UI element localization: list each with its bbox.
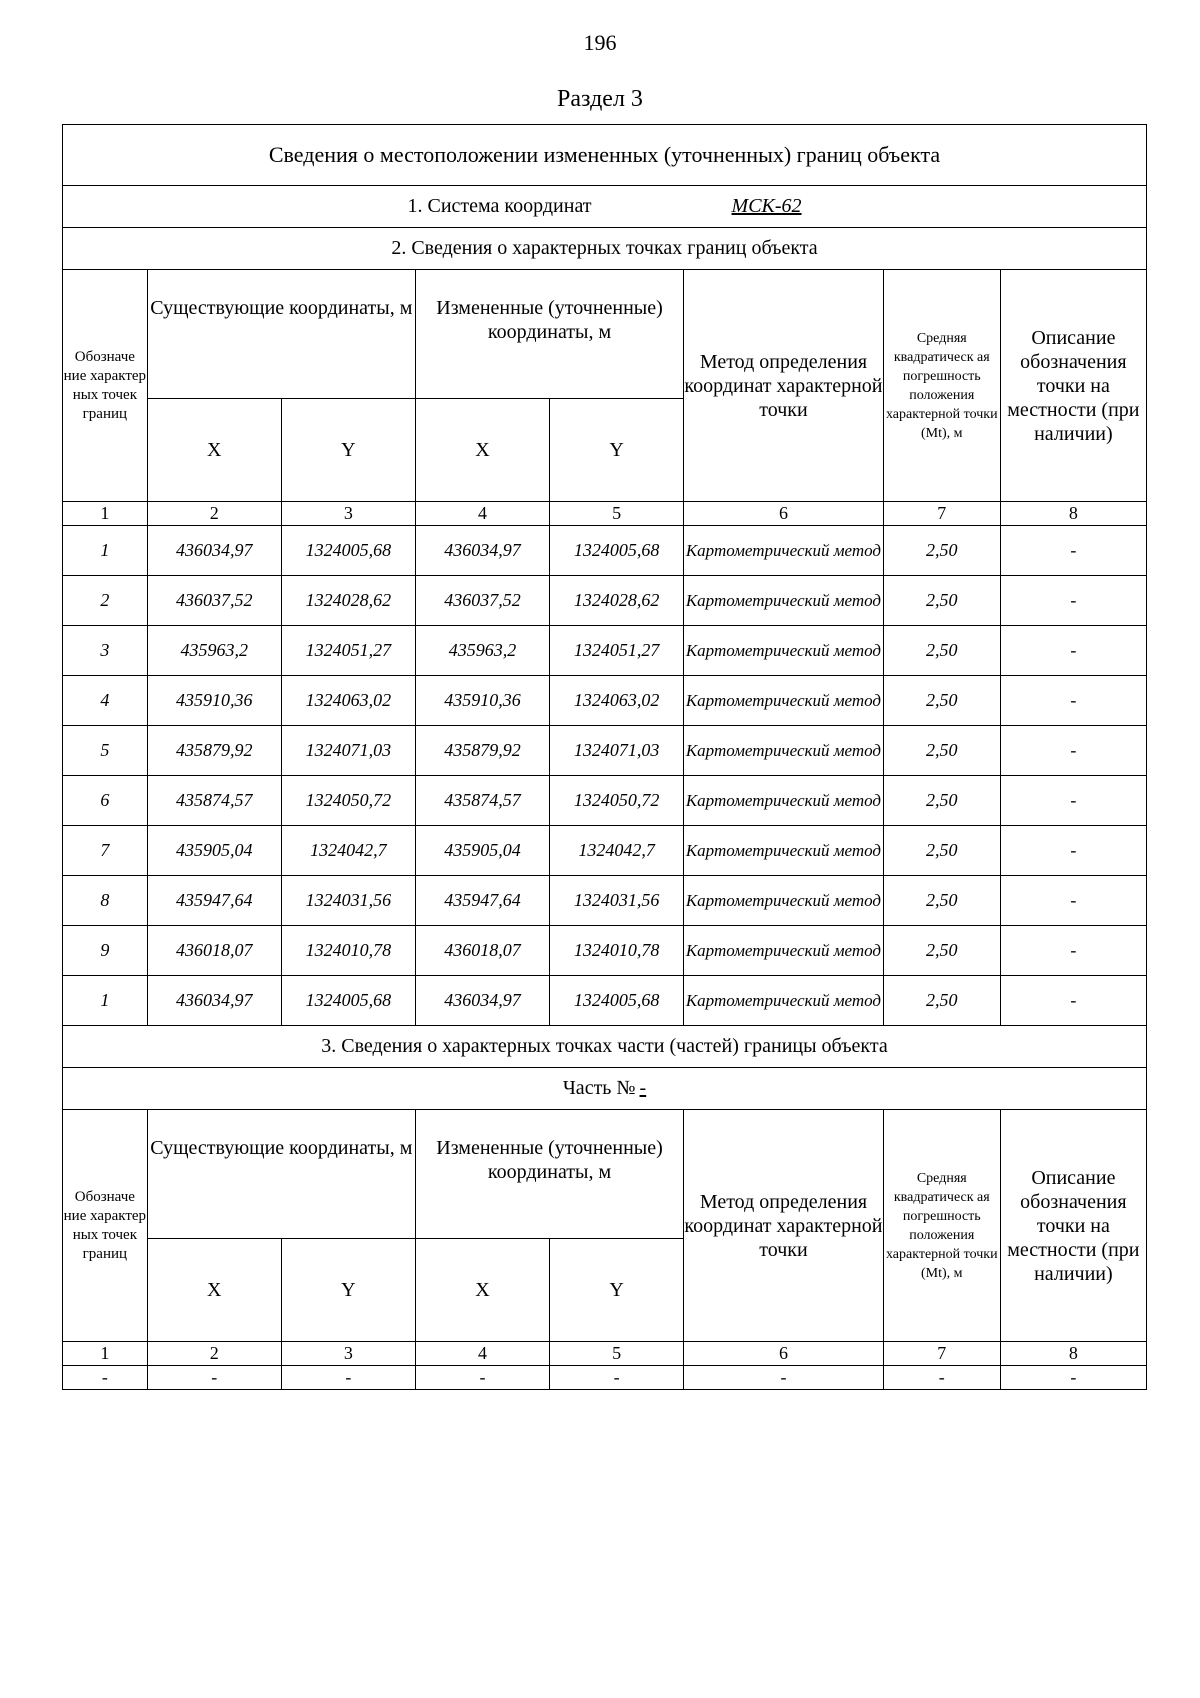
existing-y-cell: 1324063,02	[281, 676, 415, 726]
point-cell: 8	[63, 876, 148, 926]
method-cell: Картометрический метод	[684, 726, 884, 776]
accuracy-cell: 2,50	[883, 876, 1000, 926]
description-header: Описание обозначения точки на местности (при наличии)	[1000, 1110, 1146, 1342]
existing-x-cell: 436018,07	[147, 926, 281, 976]
existing-y-cell: 1324028,62	[281, 576, 415, 626]
changed-x-cell: 435879,92	[415, 726, 549, 776]
method-cell: Картометрический метод	[684, 576, 884, 626]
column-number: 7	[883, 502, 1000, 526]
column-number: 6	[684, 502, 884, 526]
existing-y-cell: 1324071,03	[281, 726, 415, 776]
existing-y-header: Y	[281, 1239, 415, 1342]
accuracy-cell: 2,50	[883, 926, 1000, 976]
table-row	[63, 726, 1147, 776]
column-number: 6	[684, 1342, 884, 1366]
accuracy-cell: 2,50	[883, 626, 1000, 676]
existing-x-cell: 435963,2	[147, 626, 281, 676]
description-cell: -	[1000, 976, 1146, 1026]
accuracy-cell: 2,50	[883, 726, 1000, 776]
changed-x-cell: 435947,64	[415, 876, 549, 926]
column-number: 5	[550, 1342, 684, 1366]
changed-y-cell: 1324042,7	[550, 826, 684, 876]
existing-y-cell: 1324031,56	[281, 876, 415, 926]
table-row	[63, 776, 1147, 826]
existing-y-cell: 1324005,68	[281, 526, 415, 576]
method-header: Метод определения координат характерной точки	[684, 270, 884, 502]
column-number: 5	[550, 502, 684, 526]
changed-x-cell: 436034,97	[415, 976, 549, 1026]
accuracy-header: Средняя квадратическ ая погрешность положения характерной точки (Mt), м	[883, 270, 1000, 502]
designation-header: Обозначе ние характер ных точек границ	[63, 1110, 148, 1342]
changed-y-header: Y	[550, 399, 684, 502]
description-cell: -	[1000, 876, 1146, 926]
accuracy-cell: 2,50	[883, 526, 1000, 576]
points-section-row	[63, 228, 1147, 270]
existing-y-cell: 1324051,27	[281, 626, 415, 676]
coordinate-system-value: МСК-62	[731, 195, 802, 217]
changed-x-cell: 436034,97	[415, 526, 549, 576]
accuracy-cell: 2,50	[883, 976, 1000, 1026]
description-cell: -	[1000, 1366, 1146, 1390]
existing-x-cell: 435879,92	[147, 726, 281, 776]
description-cell: -	[1000, 626, 1146, 676]
column-number: 8	[1000, 502, 1146, 526]
description-cell: -	[1000, 576, 1146, 626]
point-cell: -	[63, 1366, 148, 1390]
section-title: Раздел 3	[557, 86, 643, 112]
description-cell: -	[1000, 676, 1146, 726]
table-row	[63, 576, 1147, 626]
table-body	[63, 125, 1147, 1390]
point-cell: 6	[63, 776, 148, 826]
existing-coords-header: Существующие координаты, м	[147, 270, 415, 399]
point-cell: 2	[63, 576, 148, 626]
existing-x-cell: 435947,64	[147, 876, 281, 926]
changed-y-cell: 1324063,02	[550, 676, 684, 726]
method-cell: Картометрический метод	[684, 776, 884, 826]
coordinate-system-row	[63, 186, 1147, 228]
changed-y-cell: -	[550, 1366, 684, 1390]
method-cell: Картометрический метод	[684, 876, 884, 926]
existing-x-cell: 435910,36	[147, 676, 281, 726]
page-number: 196	[583, 30, 617, 55]
changed-coords-header: Измененные (уточненные) координаты, м	[415, 270, 683, 399]
table-row	[63, 676, 1147, 726]
description-cell: -	[1000, 726, 1146, 776]
existing-y-cell: 1324042,7	[281, 826, 415, 876]
changed-y-cell: 1324005,68	[550, 526, 684, 576]
changed-x-cell: 435905,04	[415, 826, 549, 876]
point-cell: 7	[63, 826, 148, 876]
method-cell: Картометрический метод	[684, 526, 884, 576]
accuracy-cell: 2,50	[883, 676, 1000, 726]
existing-x-cell: 436034,97	[147, 526, 281, 576]
existing-y-header: Y	[281, 399, 415, 502]
changed-x-cell: 435874,57	[415, 776, 549, 826]
changed-x-cell: 436037,52	[415, 576, 549, 626]
designation-header: Обозначе ние характер ных точек границ	[63, 270, 148, 502]
changed-x-cell: -	[415, 1366, 549, 1390]
accuracy-header: Средняя квадратическ ая погрешность положения характерной точки (Mt), м	[883, 1110, 1000, 1342]
existing-y-cell: 1324010,78	[281, 926, 415, 976]
description-cell: -	[1000, 926, 1146, 976]
point-cell: 1	[63, 976, 148, 1026]
part-table-row	[63, 1366, 1147, 1390]
existing-x-header: X	[147, 399, 281, 502]
table-row	[63, 926, 1147, 976]
table-row	[63, 826, 1147, 876]
column-number-row	[63, 502, 1147, 526]
changed-x-cell: 436018,07	[415, 926, 549, 976]
method-header: Метод определения координат характерной точки	[684, 1110, 884, 1342]
existing-x-cell: 436037,52	[147, 576, 281, 626]
changed-x-header: X	[415, 399, 549, 502]
accuracy-cell: 2,50	[883, 826, 1000, 876]
header-row-top	[63, 270, 1147, 399]
changed-x-cell: 435910,36	[415, 676, 549, 726]
method-cell: -	[684, 1366, 884, 1390]
table-row	[63, 526, 1147, 576]
existing-coords-header: Существующие координаты, м	[147, 1110, 415, 1239]
method-cell: Картометрический метод	[684, 626, 884, 676]
parts-section-row	[63, 1026, 1147, 1068]
table-row	[63, 976, 1147, 1026]
table-title-row	[63, 125, 1147, 186]
part-number: -	[639, 1077, 647, 1099]
column-number: 2	[147, 502, 281, 526]
column-number: 4	[415, 502, 549, 526]
column-number: 4	[415, 1342, 549, 1366]
part-column-number-row	[63, 1342, 1147, 1366]
changed-y-cell: 1324031,56	[550, 876, 684, 926]
existing-x-cell: 435874,57	[147, 776, 281, 826]
column-number: 1	[63, 502, 148, 526]
changed-y-cell: 1324010,78	[550, 926, 684, 976]
column-number: 3	[281, 1342, 415, 1366]
accuracy-cell: -	[883, 1366, 1000, 1390]
part-header-row-top	[63, 1110, 1147, 1239]
changed-y-cell: 1324028,62	[550, 576, 684, 626]
description-cell: -	[1000, 826, 1146, 876]
changed-x-cell: 435963,2	[415, 626, 549, 676]
changed-y-header: Y	[550, 1239, 684, 1342]
accuracy-cell: 2,50	[883, 576, 1000, 626]
existing-x-cell: 436034,97	[147, 976, 281, 1026]
column-number: 2	[147, 1342, 281, 1366]
point-cell: 3	[63, 626, 148, 676]
column-number: 8	[1000, 1342, 1146, 1366]
changed-y-cell: 1324050,72	[550, 776, 684, 826]
point-cell: 9	[63, 926, 148, 976]
existing-x-header: X	[147, 1239, 281, 1342]
existing-x-cell: 435905,04	[147, 826, 281, 876]
method-cell: Картометрический метод	[684, 976, 884, 1026]
column-number: 7	[883, 1342, 1000, 1366]
table-row	[63, 626, 1147, 676]
point-cell: 5	[63, 726, 148, 776]
table-row	[63, 876, 1147, 926]
changed-coords-header: Измененные (уточненные) координаты, м	[415, 1110, 683, 1239]
description-cell: -	[1000, 776, 1146, 826]
column-number: 3	[281, 502, 415, 526]
existing-y-cell: 1324050,72	[281, 776, 415, 826]
description-cell: -	[1000, 526, 1146, 576]
changed-y-cell: 1324005,68	[550, 976, 684, 1026]
method-cell: Картометрический метод	[684, 826, 884, 876]
part-number-row	[63, 1068, 1147, 1110]
point-cell: 4	[63, 676, 148, 726]
description-header: Описание обозначения точки на местности (при наличии)	[1000, 270, 1146, 502]
accuracy-cell: 2,50	[883, 776, 1000, 826]
points-section-title: 2. Сведения о характерных точках границ объекта	[63, 228, 1147, 270]
changed-y-cell: 1324051,27	[550, 626, 684, 676]
method-cell: Картометрический метод	[684, 676, 884, 726]
point-cell: 1	[63, 526, 148, 576]
column-number: 1	[63, 1342, 148, 1366]
table-title: Сведения о местоположении измененных (уточненных) границ объекта	[63, 125, 1147, 186]
existing-y-cell: -	[281, 1366, 415, 1390]
coordinate-system-label: 1. Система координат	[407, 195, 592, 217]
changed-x-header: X	[415, 1239, 549, 1342]
method-cell: Картометрический метод	[684, 926, 884, 976]
part-label: Часть №	[562, 1077, 636, 1099]
changed-y-cell: 1324071,03	[550, 726, 684, 776]
existing-y-cell: 1324005,68	[281, 976, 415, 1026]
boundary-table	[62, 124, 1147, 1390]
parts-section-title: 3. Сведения о характерных точках части (частей) границы объекта	[63, 1026, 1147, 1068]
existing-x-cell: -	[147, 1366, 281, 1390]
